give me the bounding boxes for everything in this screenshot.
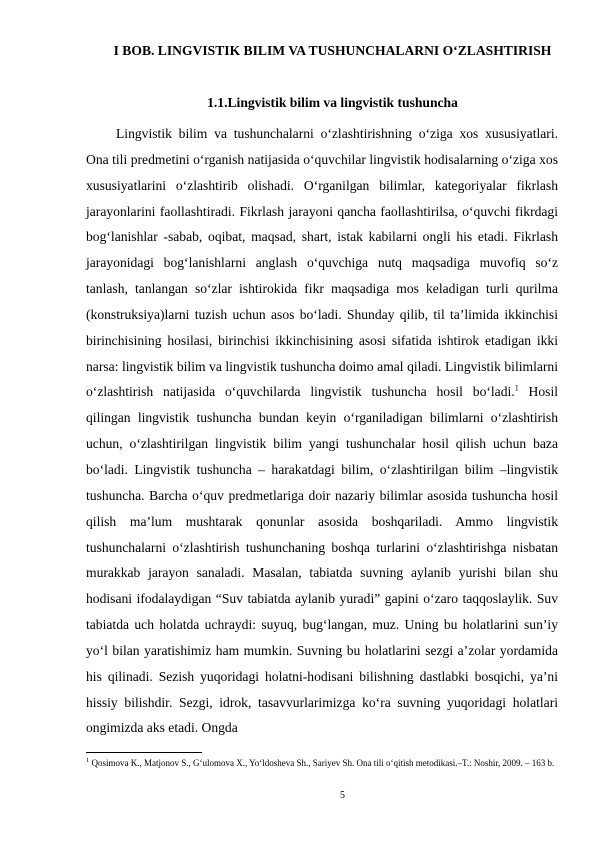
paragraph-text-part2: Hosil qilingan lingvistik tushuncha bundan keyin o‘rganiladigan bilimlarni o‘zlashtirish uchun, o‘zlashtirilgan lingvistik bilim yangi tushunchalar hosil qilish uchun baza bo‘ladi. Lingvistik tushuncha – harakatdagi bilim, o‘zlashtirilgan bilim –lingvistik tushuncha. Barcha o‘quv predmetlariga doir nazariy bilimlar asosida tushuncha hosil qilish ma’lum mushtarak qonunlar asosida boshqariladi. Ammo lingvistik tushunchalarni o‘zlashtirish tushunchaning boshqa turlarini o‘zlashtirishga nisbatan murakkab jarayon sanaladi. Masalan, tabiatda suvning aylanib yurishi bilan shu hodisani ifodalaydigan “Suv tabiatda aylanib yuradi” gapini o‘zaro taqqoslaylik. Suv tabiatda uch holatda uchraydi: suyuq, bug‘langan, muz. Uning bu holatlarini sun’iy yo‘l bilan yaratishimiz ham mumkin. Suvning bu holatlarini sezgi a’zolar yordamida his qilinadi. Sezish yuqoridagi holatni-hodisani bilishning dastlabki bosqichi, ya’ni hissiy bilishdir. Sezgi, idrok, tasavvurlarimizga ko‘ra suvning yuqoridagi holatlari ongimizda aks etadi. Ongda bbox=[86, 384, 558, 736]
footnote-marker: 1 bbox=[86, 757, 90, 764]
page-number: 5 bbox=[340, 790, 345, 801]
footnote-text: Qosimova K., Matjonov S., G‘ulomova X., Yo‘ldosheva Sh., Sariyev Sh. Ona tili o‘qitish metodikasi.–T.: Noshir, 2009. – 163 b. bbox=[89, 758, 555, 768]
paragraph-text-part1: Lingvistik bilim va tushunchalarni o‘zlashtirishning o‘ziga xos xususiyatlari. Ona tili predmetini o‘rganish natijasida o‘quvchilar lingvistik hodisalarning o‘ziga xos xususiyatlarini o‘zlashtirib olishadi. O‘rganilgan bilimlar, kategoriyalar fikrlash jarayonlarini faollashtiradi. Fikrlash jarayoni qancha faollashtirilsa, o‘quvchi fikrdagi bog‘lanishlar -sabab, oqibat, maqsad, shart, istak kabilarni ongli his etadi. Fikrlash jarayonidagi bog‘lanishlarni anglash o‘quvchiga nutq maqsadiga muvofiq so‘z tanlash, tanlangan so‘zlar ishtirokida fikr maqsadiga mos keladigan turli qurilma (konstruksiya)larni tuzish uchun asos bo‘ladi. Shunday qilib, til ta’limida ikkinchisi birinchisining hosilasi, birinchisi ikkinchisining asosi sifatida ishtirok etadigan ikki narsa: lingvistik bilim va lingvistik tushuncha doimo amal qiladi. Lingvistik bilimlarni o‘zlashtirish natijasida o‘quvchilarda lingvistik tushuncha hosil bo‘ladi. bbox=[86, 126, 558, 400]
footnote-separator bbox=[86, 752, 202, 753]
body-text bbox=[86, 121, 558, 741]
footnote bbox=[86, 754, 558, 772]
footnote-reference[interactable]: 1 bbox=[514, 383, 519, 393]
section-title: 1.1.Lingvistik bilim va lingvistik tushuncha bbox=[207, 95, 458, 110]
chapter-title: I BOB. LINGVISTIK BILIM VA TUSHUNCHALARNI O‘ZLASHTIRISH bbox=[113, 43, 552, 58]
paragraph bbox=[86, 121, 558, 741]
